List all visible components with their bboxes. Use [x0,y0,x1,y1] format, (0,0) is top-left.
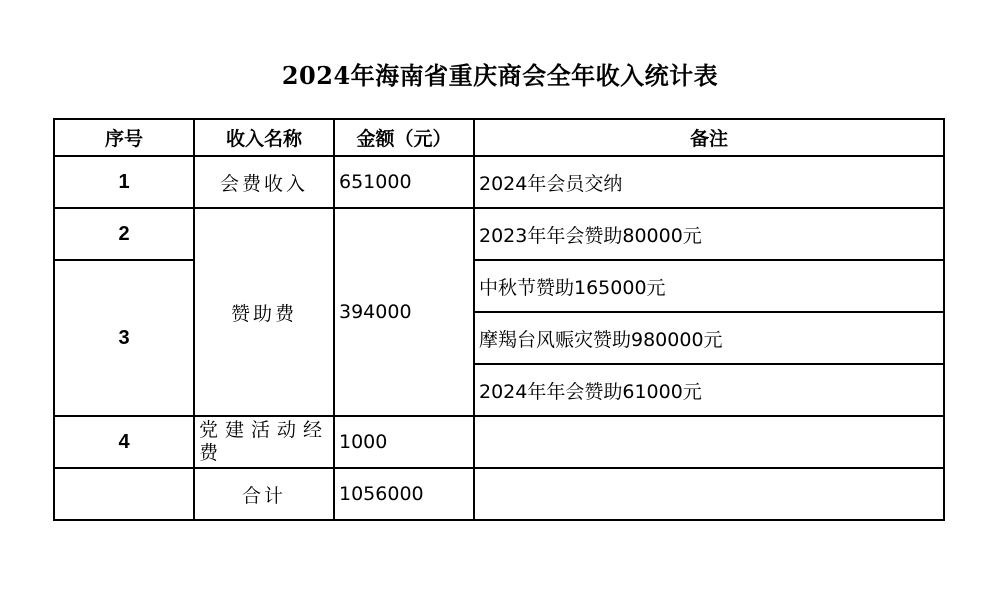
row-number: 1 [54,156,194,208]
total-amount: 1056000 [334,468,474,520]
header-note: 备注 [474,119,944,156]
table-row [54,416,944,468]
income-name: 党建活动经费 [194,416,334,468]
page-title: 2024年海南省重庆商会全年收入统计表 [281,61,719,90]
income-amount: 651000 [334,156,474,208]
income-note: 2023年年会赞助80000元 [474,208,944,260]
table-row [54,260,944,312]
header-name: 收入名称 [194,119,334,156]
income-amount: 1000 [334,416,474,468]
income-note [474,416,944,468]
income-name: 会费收入 [194,156,334,208]
total-label: 合计 [194,468,334,520]
income-note: 摩羯台风赈灾赞助980000元 [474,312,944,364]
total-note [474,468,944,520]
row-number: 3 [54,260,194,416]
header-amount: 金额（元） [334,119,474,156]
row-number [54,468,194,520]
total-row [54,468,944,520]
income-name: 赞助费 [194,208,334,416]
header-no: 序号 [54,119,194,156]
table-row [54,208,944,260]
row-number: 4 [54,416,194,468]
header-row [54,119,944,156]
income-note: 2024年会员交纳 [474,156,944,208]
income-table [53,118,945,521]
income-note: 2024年年会赞助61000元 [474,364,944,416]
row-number: 2 [54,208,194,260]
income-amount: 394000 [334,208,474,416]
table-row [54,156,944,208]
income-note: 中秋节赞助165000元 [474,260,944,312]
